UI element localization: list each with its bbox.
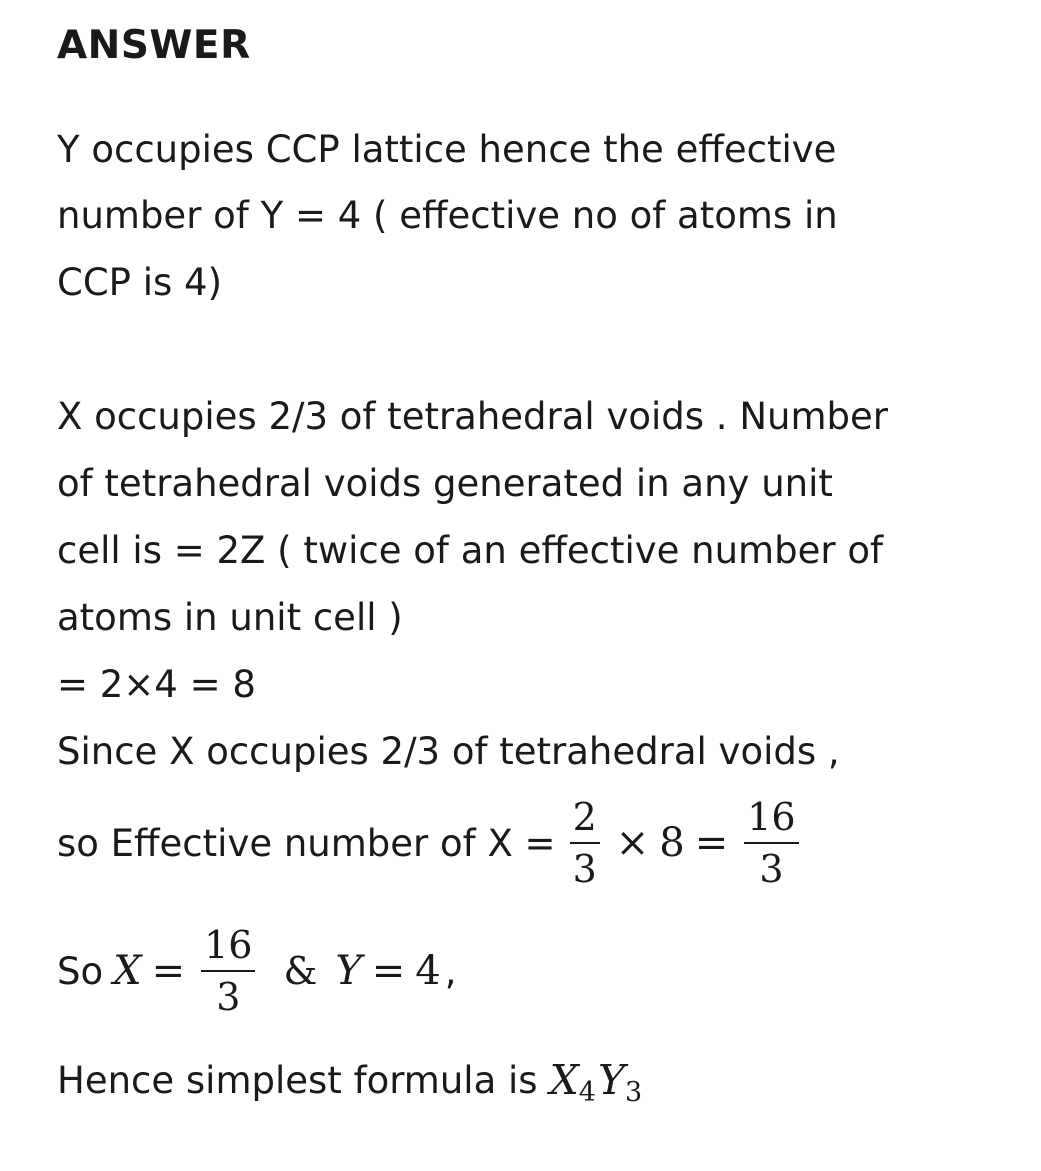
formula-variable-x: X bbox=[549, 1056, 579, 1104]
effective-x-prefix: so Effective number of X = bbox=[57, 821, 556, 865]
equals-sign: = bbox=[151, 948, 186, 994]
fraction-bar bbox=[744, 842, 798, 844]
para1-line3: CCP is 4) bbox=[57, 261, 223, 304]
formula-subscript-x: 4 bbox=[578, 1076, 596, 1108]
variable-y: Y bbox=[335, 948, 362, 994]
variable-x: X bbox=[113, 948, 142, 994]
formula-variable-y: Y bbox=[597, 1056, 626, 1104]
so-equation bbox=[57, 923, 456, 1019]
ampersand: & bbox=[283, 949, 318, 993]
fraction-sixteen-thirds bbox=[201, 923, 255, 1019]
para1-line2: number of Y = 4 ( effective no of atoms in bbox=[57, 194, 838, 237]
equals-sign: = bbox=[694, 820, 729, 866]
fraction-bar bbox=[570, 842, 600, 844]
para2-line5: = 2×4 = 8 bbox=[57, 663, 256, 706]
effective-x-equation bbox=[57, 795, 805, 891]
fraction-two-thirds bbox=[570, 795, 600, 891]
fraction-numerator: 16 bbox=[204, 923, 253, 967]
answer-heading: ANSWER bbox=[57, 23, 251, 68]
fraction-numerator: 16 bbox=[747, 795, 796, 839]
para2-line4: atoms in unit cell ) bbox=[57, 596, 403, 639]
formula-line bbox=[57, 1056, 643, 1108]
fraction-denominator: 3 bbox=[759, 847, 784, 891]
para2-line1: X occupies 2/3 of tetrahedral voids . Number bbox=[57, 395, 888, 438]
fraction-numerator: 2 bbox=[572, 795, 597, 839]
value-y: 4 bbox=[415, 948, 441, 994]
fraction-sixteen-thirds bbox=[744, 795, 798, 891]
multiplier-value: 8 bbox=[659, 820, 685, 866]
fraction-bar bbox=[201, 970, 255, 972]
para2-line6: Since X occupies 2/3 of tetrahedral voids , bbox=[57, 730, 840, 773]
so-prefix: So bbox=[57, 949, 104, 993]
trailing-comma: , bbox=[444, 949, 457, 993]
times-sign: × bbox=[615, 820, 650, 866]
fraction-denominator: 3 bbox=[216, 975, 241, 1019]
formula-subscript-y: 3 bbox=[625, 1076, 643, 1108]
fraction-denominator: 3 bbox=[572, 847, 597, 891]
para1-line1: Y occupies CCP lattice hence the effective bbox=[57, 128, 837, 171]
equals-sign: = bbox=[371, 948, 406, 994]
para2-line3: cell is = 2Z ( twice of an effective number of bbox=[57, 529, 883, 572]
formula-prefix: Hence simplest formula is bbox=[57, 1058, 538, 1102]
para2-line2: of tetrahedral voids generated in any unit bbox=[57, 462, 833, 505]
